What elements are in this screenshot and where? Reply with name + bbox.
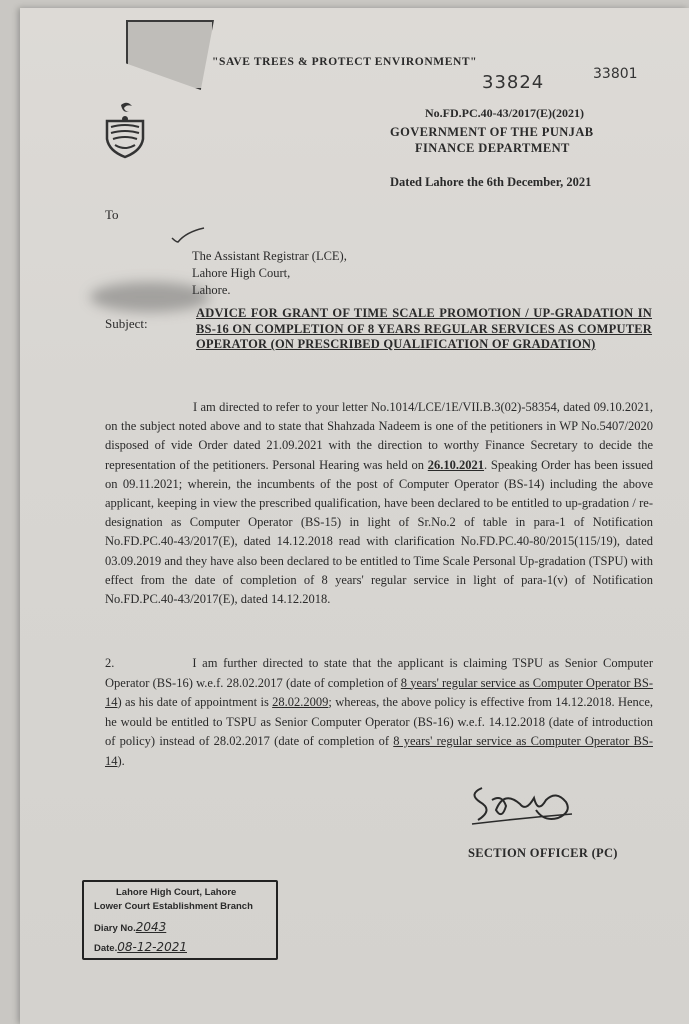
diary-number: 2043 [135, 920, 167, 934]
handwritten-number-2: 33801 [593, 66, 638, 82]
para2-text-b: ) as his date of appointment is [117, 695, 273, 709]
stamp-court: Lahore High Court, Lahore [116, 887, 237, 898]
stamp-date [94, 940, 187, 954]
address-line-1: The Assistant Registrar (LCE), [192, 249, 347, 263]
date-label: Date. [94, 943, 118, 954]
diary-label: Diary No. [94, 923, 136, 934]
government-heading: GOVERNMENT OF THE PUNJAB [390, 125, 594, 139]
para1-text-b: . Speaking Order has been issued on 09.11.2021; wherein, the incumbents of the post of Computer Operator (BS-14) including the above applicant, keeping in view the prescribed qualification, have been declared to be entitled to up-gradation / re-designation as Computer Operator (BS-15) in light of Sr.No.2 of table in para-1 of Notification No.FD.PC.40-43/2017(E), dated 14.12.2018 read with clarification No.FD.PC.40-80/2015(115/19), dated 03.09.2019 and they have also been declared to be entitled to Time Scale Personal Up-gradation (TSPU) with effect from the date of completion of 8 years' regular service in light of para-1(v) of Notification No.FD.PC.40-43/2017(E), dated 14.12.2018. [105, 457, 653, 607]
body-paragraph-2 [105, 654, 653, 771]
para2-text-c: ; whereas, the above policy is effective from 14.12.2018. Hence, he would be entitled to TSPU as Senior Computer Operator (BS-16) w.e.f. 14.12.2018 (date of introduction of policy) instead of 28.02.2017 (date of completion of [105, 695, 653, 748]
ink-smudge [90, 282, 210, 312]
reference-number: No.FD.PC.40-43/2017(E)(2021) [425, 106, 584, 120]
subject-text: ADVICE FOR GRANT OF TIME SCALE PROMOTION / UP-GRADATION IN BS-16 ON COMPLETION OF 8 YEARS REGULAR SERVICES AS COMPUTER OPERATOR (ON PRESCRIBED QUALIFICATION OF GRADATION) [196, 306, 652, 351]
address-line-2: Lahore High Court, [192, 266, 291, 280]
para2-underline-1: 8 years' regular service as Computer Operator BS-14 [105, 675, 653, 709]
para2-text-d: ). [117, 753, 125, 768]
para2-text-a: I am further directed to state that the applicant is claiming TSPU as Senior Computer Operator (BS-16) w.e.f. 28.02.2017 (date of completion of [105, 656, 653, 690]
diary-stamp [82, 880, 278, 960]
address-line-3: Lahore. [192, 283, 231, 297]
stamp-diary [94, 920, 166, 934]
signatory-designation: SECTION OFFICER (PC) [468, 846, 618, 860]
handwritten-number: 33824 [482, 72, 545, 93]
para1-text-a: I am directed to refer to your letter No.1014/LCE/1E/VII.B.3(02)-58354, dated 09.10.2021, on the subject noted above and to state that Shahzada Nadeem is one of the petitioners in WP No.5407/2020 disposed of vide Order dated 21.09.2021 with the direction to worthy Finance Secretary to decide the representation of the petitioners. Personal Hearing was held on [105, 400, 653, 472]
handwritten-signature [462, 776, 586, 832]
stamp-date-value: 08-12-2021 [117, 940, 187, 954]
punjab-emblem-icon [101, 99, 149, 159]
subject-label: Subject: [105, 316, 148, 331]
appointment-date: 28.02.2009 [272, 695, 329, 709]
para2-underline-3: 8 years' regular service as Computer Operator BS-14 [105, 734, 653, 768]
to-label: To [105, 207, 119, 222]
paragraph-number: 2. [105, 656, 115, 670]
department-heading: FINANCE DEPARTMENT [415, 141, 570, 155]
hearing-date: 26.10.2021 [427, 457, 485, 472]
body-paragraph-1 [105, 398, 653, 609]
motto: "SAVE TREES & PROTECT ENVIRONMENT" [212, 56, 478, 68]
stamp-branch: Lower Court Establishment Branch [94, 901, 253, 912]
tick-mark-icon [170, 226, 206, 244]
letter-date: Dated Lahore the 6th December, 2021 [390, 175, 592, 189]
